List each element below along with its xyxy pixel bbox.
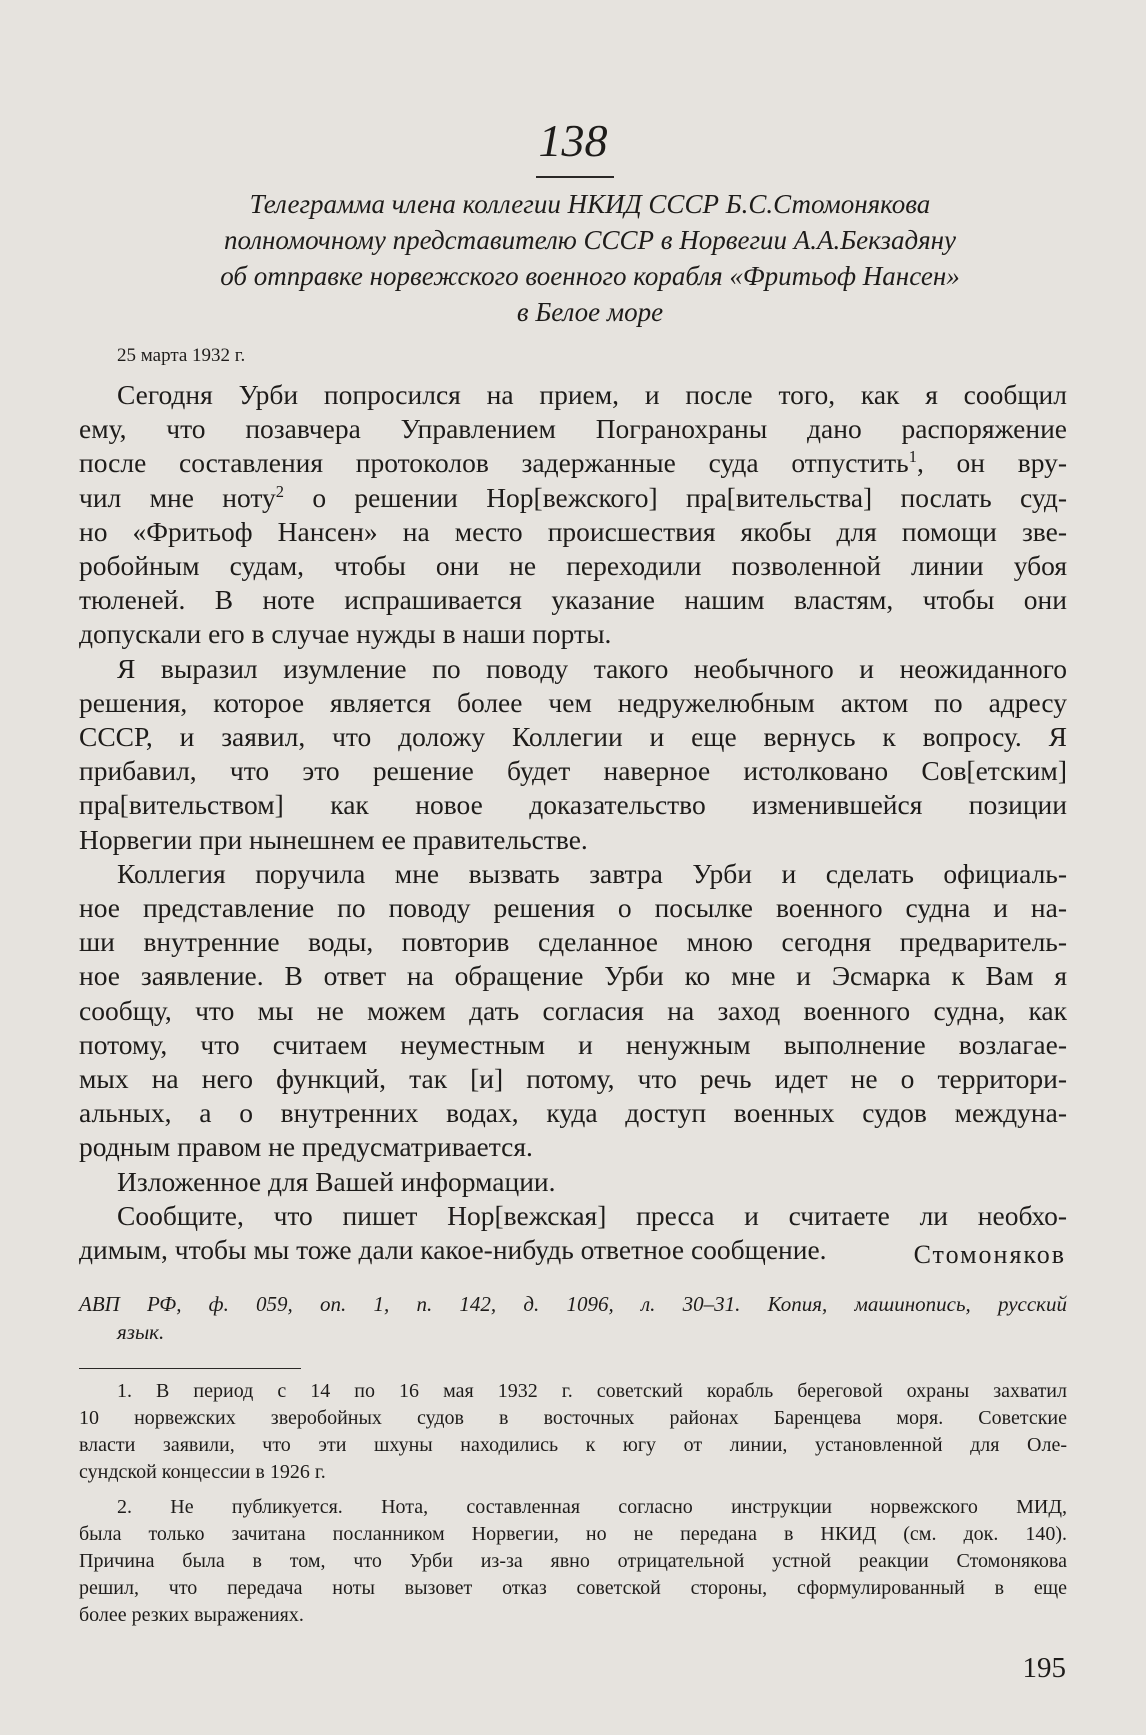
body-line: тюленей. В ноте испрашивается указание нашим властям, чтобы они	[79, 584, 1067, 616]
body-line: сообщу, что мы не можем дать согласия на заход военного судна, как	[79, 994, 1067, 1026]
footnote-line: 10 норвежских зверобойных судов в восточных районах Баренцева моря. Советские	[79, 1407, 1067, 1429]
body-line	[79, 446, 1067, 480]
body-line	[79, 481, 1067, 515]
footnote-ref: 2	[275, 481, 284, 501]
body-line: мых на него функций, так [и] потому, что речь идет не о территори-	[79, 1063, 1067, 1095]
title-line: об отправке норвежского военного корабля «Фритьоф Нансен»	[220, 261, 960, 291]
body-line: Норвегии при нынешнем ее правительстве.	[79, 823, 588, 855]
body-line: потому, что считаем неуместным и ненужным выполнение возлагае-	[79, 1028, 1067, 1060]
body-line: родным правом не предусматривается.	[79, 1131, 533, 1163]
title-line: Телеграмма члена коллегии НКИД СССР Б.С.Стомонякова	[249, 189, 931, 219]
document-number: 138	[538, 115, 608, 166]
footnote-line: была только зачитана посланником Норвегии, но не передана в НКИД (см. док. 140).	[79, 1523, 1067, 1545]
body-line: прибавил, что это решение будет наверное истолковано Сов[етским]	[79, 755, 1067, 787]
page-number: 195	[1022, 1652, 1066, 1684]
body-line: пра[вительством] как новое доказательство изменившейся позиции	[79, 789, 1067, 821]
body-line: Сегодня Урби попросился на прием, и после того, как я сообщил	[117, 379, 1067, 410]
body-line: решения, которое является более чем недружелюбным актом по адресу	[79, 686, 1067, 718]
footnote-line: Причина была в том, что Урби из-за явно отрицательной устной реакции Стомонякова	[79, 1550, 1067, 1572]
body-line: робойным судам, чтобы они не переходили позволенной линии убоя	[79, 550, 1067, 582]
footnote-line: сундской концессии в 1926 г.	[79, 1461, 326, 1483]
body-text: о решении Нор[вежского] пра[вительства] послать суд-	[284, 481, 1067, 513]
archive-line: язык.	[117, 1320, 165, 1344]
body-line: допускали его в случае нужды в наши порты.	[79, 618, 612, 650]
document-date: 25 марта 1932 г.	[117, 345, 246, 366]
body-line: Изложенное для Вашей информации.	[117, 1165, 556, 1197]
signature: Стомоняков	[913, 1240, 1066, 1269]
body-line: Я выразил изумление по поводу такого необычного и неожиданного	[117, 652, 1067, 684]
body-line: ши внутренние воды, повторив сделанное мною сегодня предваритель-	[79, 926, 1067, 958]
footnote-line: 2. Не публикуется. Нота, составленная согласно инструкции норвежского МИД,	[117, 1496, 1067, 1518]
archive-reference	[79, 1290, 1067, 1346]
footnote-line: более резких выражениях.	[79, 1604, 304, 1626]
title-line: полномочному представителю СССР в Норвегии А.А.Бекзадяну	[223, 225, 957, 255]
body-line: Сообщите, что пишет Нор[вежская] пресса и считаете ли необхо-	[117, 1199, 1067, 1231]
body-line: димым, чтобы мы тоже дали какое-нибудь ответное сообщение.	[79, 1234, 827, 1266]
body-line: ное заявление. В ответ на обращение Урби ко мне и Эсмарка к Вам я	[79, 960, 1067, 992]
footnote-ref: 1	[908, 447, 917, 467]
footnotes	[79, 1378, 1067, 1629]
body-line: ное представление по поводу решения о посылке военного судна и на-	[79, 892, 1067, 924]
body-line: альных, а о внутренних водах, куда доступ военных судов междуна-	[79, 1097, 1067, 1129]
body-text: чил мне ноту	[79, 481, 276, 513]
telegram-body	[79, 378, 1067, 1267]
body-line: но «Фритьоф Нансен» на место происшествия якобы для помощи зве-	[79, 515, 1067, 547]
body-line: ему, что позавчера Управлением Погранохраны дано распоряжение	[79, 413, 1067, 445]
footnote-line: власти заявили, что эти шхуны находились к югу от линии, установленной для Оле-	[79, 1434, 1067, 1456]
footnote-gap	[79, 1486, 1067, 1494]
archive-line: АВП РФ, ф. 059, оп. 1, п. 142, д. 1096, л. 30–31. Копия, машинопись, русский	[79, 1292, 1067, 1316]
body-line: Коллегия поручила мне вызвать завтра Урби и сделать официаль-	[117, 857, 1067, 889]
body-text: после составления протоколов задержанные суда отпустить	[79, 447, 909, 479]
footnote-line: решил, что передача ноты вызовет отказ советской стороны, сформулированный в еще	[79, 1577, 1067, 1599]
footnote-rule	[79, 1368, 301, 1369]
title-line: в Белое море	[516, 297, 664, 327]
body-line: СССР, и заявил, что доложу Коллегии и еще вернусь к вопросу. Я	[79, 721, 1067, 753]
document-title	[100, 186, 1080, 330]
title-rule	[536, 176, 614, 178]
body-text: , он вру-	[916, 447, 1067, 479]
footnote-line: 1. В период с 14 по 16 мая 1932 г. советский корабль береговой охраны захватил	[117, 1380, 1067, 1402]
